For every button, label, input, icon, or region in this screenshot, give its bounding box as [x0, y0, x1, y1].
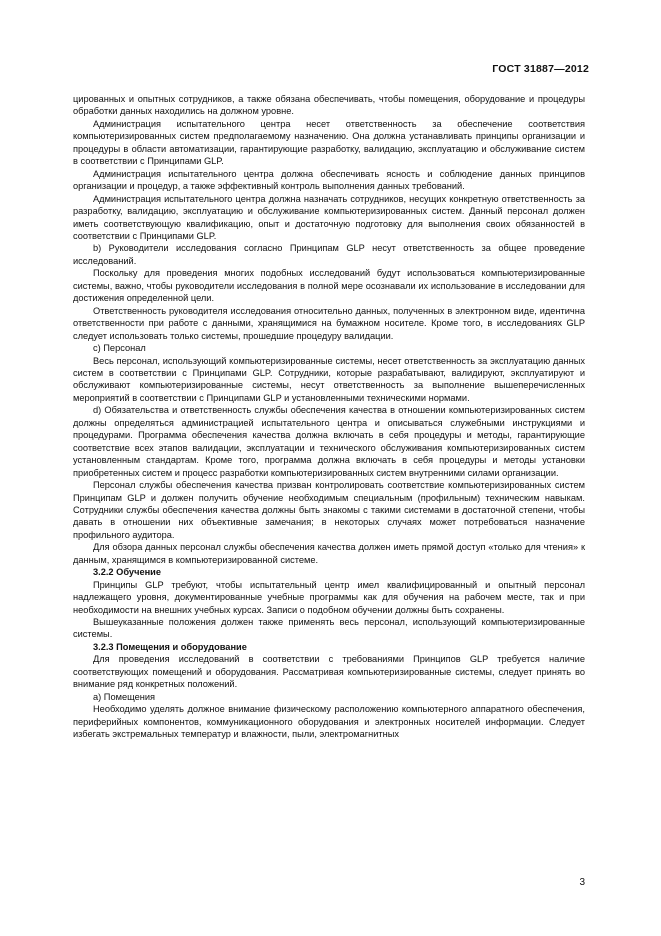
paragraph: Для обзора данных персонал службы обеспечения качества должен иметь прямой доступ «только для чтения» к данным, хранящимся в компьютеризированной системе.: [73, 542, 585, 565]
paragraph: Персонал службы обеспечения качества призван контролировать соответствие компьютеризированных систем Принципам GLP и должен получить обучение необходимым специальным (профильным) техническим навыкам. Сотрудники службы обеспечения качества должны быть знакомы с такими системами в достаточной степени, чтобы давать в отношении них объективные замечания; в некоторых случаях может потребоваться назначение профильного аудитора.: [73, 480, 585, 540]
paragraph: Необходимо уделять должное внимание физическому расположению компьютерного аппаратного обеспечения, периферийных компонентов, коммуникационного оборудования и электронных носителей информации. Следует избегать экстремальных температур и влажности, пыли, электромагнитных: [73, 704, 585, 740]
paragraph: Для проведения исследований в соответствии с требованиями Принципов GLP требуется наличие соответствующих помещений и оборудования. Рассматривая компьютеризированные системы, следует принять во внимание ряд конкретных положений.: [73, 654, 585, 690]
paragraph: Администрация испытательного центра должна обеспечивать ясность и соблюдение данных принципов организации и процедур, а также эффективный контроль выполнения данных требований.: [73, 168, 585, 192]
list-label: a) Помещения: [93, 691, 156, 702]
paragraph: Весь персонал, использующий компьютеризированные системы, несет ответственность за эксплуатацию данных систем в соответствии с Принципами GLP. Сотрудники, которые разрабатывают, валидируют, эксплуатируют и обслуживают компьютеризированные системы, несут ответственность за выполнение вышеперечисленных мероприятий в соответствии с Принципами GLP и установленными техническими нормами.: [73, 355, 585, 403]
page-number: 3: [579, 877, 585, 888]
list-label: c) Персонал: [93, 343, 146, 354]
paragraph: Ответственность руководителя исследования относительно данных, полученных в электронном виде, идентична ответственности при работе с данными, хранящимися на бумажном носителе. Кроме того, в исследованиях GLP следует использовать только системы, прошедшие процедуру валидации.: [73, 305, 585, 341]
paragraph: Вышеуказанные положения должен также применять весь персонал, использующий компьютеризированные системы.: [73, 617, 585, 640]
paragraph: Поскольку для проведения многих подобных исследований будут использоваться компьютеризированные системы, важно, чтобы руководители исследования в полной мере осознавали их использование в исследовании для достижения определенной цели.: [73, 268, 585, 304]
paragraph: b) Руководители исследования согласно Принципам GLP несут ответственность за общее проведение исследований.: [73, 243, 585, 266]
paragraph: цированных и опытных сотрудников, а также обязана обеспечивать, чтобы помещения, оборудование и процедуры обработки данных находились на должном уровне.: [73, 94, 585, 117]
paragraph: d) Обязательства и ответственность службы обеспечения качества в отношении компьютеризированных систем должны определяться администрацией испытательного центра и описываться служебными инструкциями и процедурами. Программа обеспечения качества должна включать в себя процедуры и методы, гарантирующие соответствие всех этапов валидации, эксплуатации и технического обслуживания компьютеризированных систем установленным стандартам. Кроме того, программа должна включать в себя процедуры и методы установки приобретенных систем и процесс разработки компьютеризированных систем внутренними силами организации.: [73, 405, 585, 478]
paragraph: Администрация испытательного центра должна назначать сотрудников, несущих конкретную ответственность за разработку, валидацию, эксплуатацию и обслуживание компьютеризированных систем. Данный персонал должен иметь соответствующую квалификацию, опыт и достаточную подготовку для выполнения своих обязанностей в соответствии с Принципами GLP.: [73, 193, 585, 241]
section-heading-facilities: 3.2.3 Помещения и оборудование: [93, 641, 247, 652]
paragraph: Администрация испытательного центра несет ответственность за обеспечение соответствия компьютеризированных систем предполагаемому назначению. Она должна устанавливать принципы организации и процедуры в области автоматизации, гарантирующие разработку, валидацию, эксплуатацию и обслуживание систем в соответствии с Принципами GLP.: [73, 118, 585, 167]
body-text: [73, 93, 585, 741]
paragraph: Принципы GLP требуют, чтобы испытательный центр имел квалифицированный и опытный персонал надлежащего уровня, документированные учебные программы как для обучения на рабочем месте, так и при необходимости на внешних учебных курсах. Записи о подобном обучении должны быть сохранены.: [73, 579, 585, 615]
standard-code-header: ГОСТ 31887—2012: [492, 63, 589, 75]
section-heading-training: 3.2.2 Обучение: [93, 567, 162, 578]
